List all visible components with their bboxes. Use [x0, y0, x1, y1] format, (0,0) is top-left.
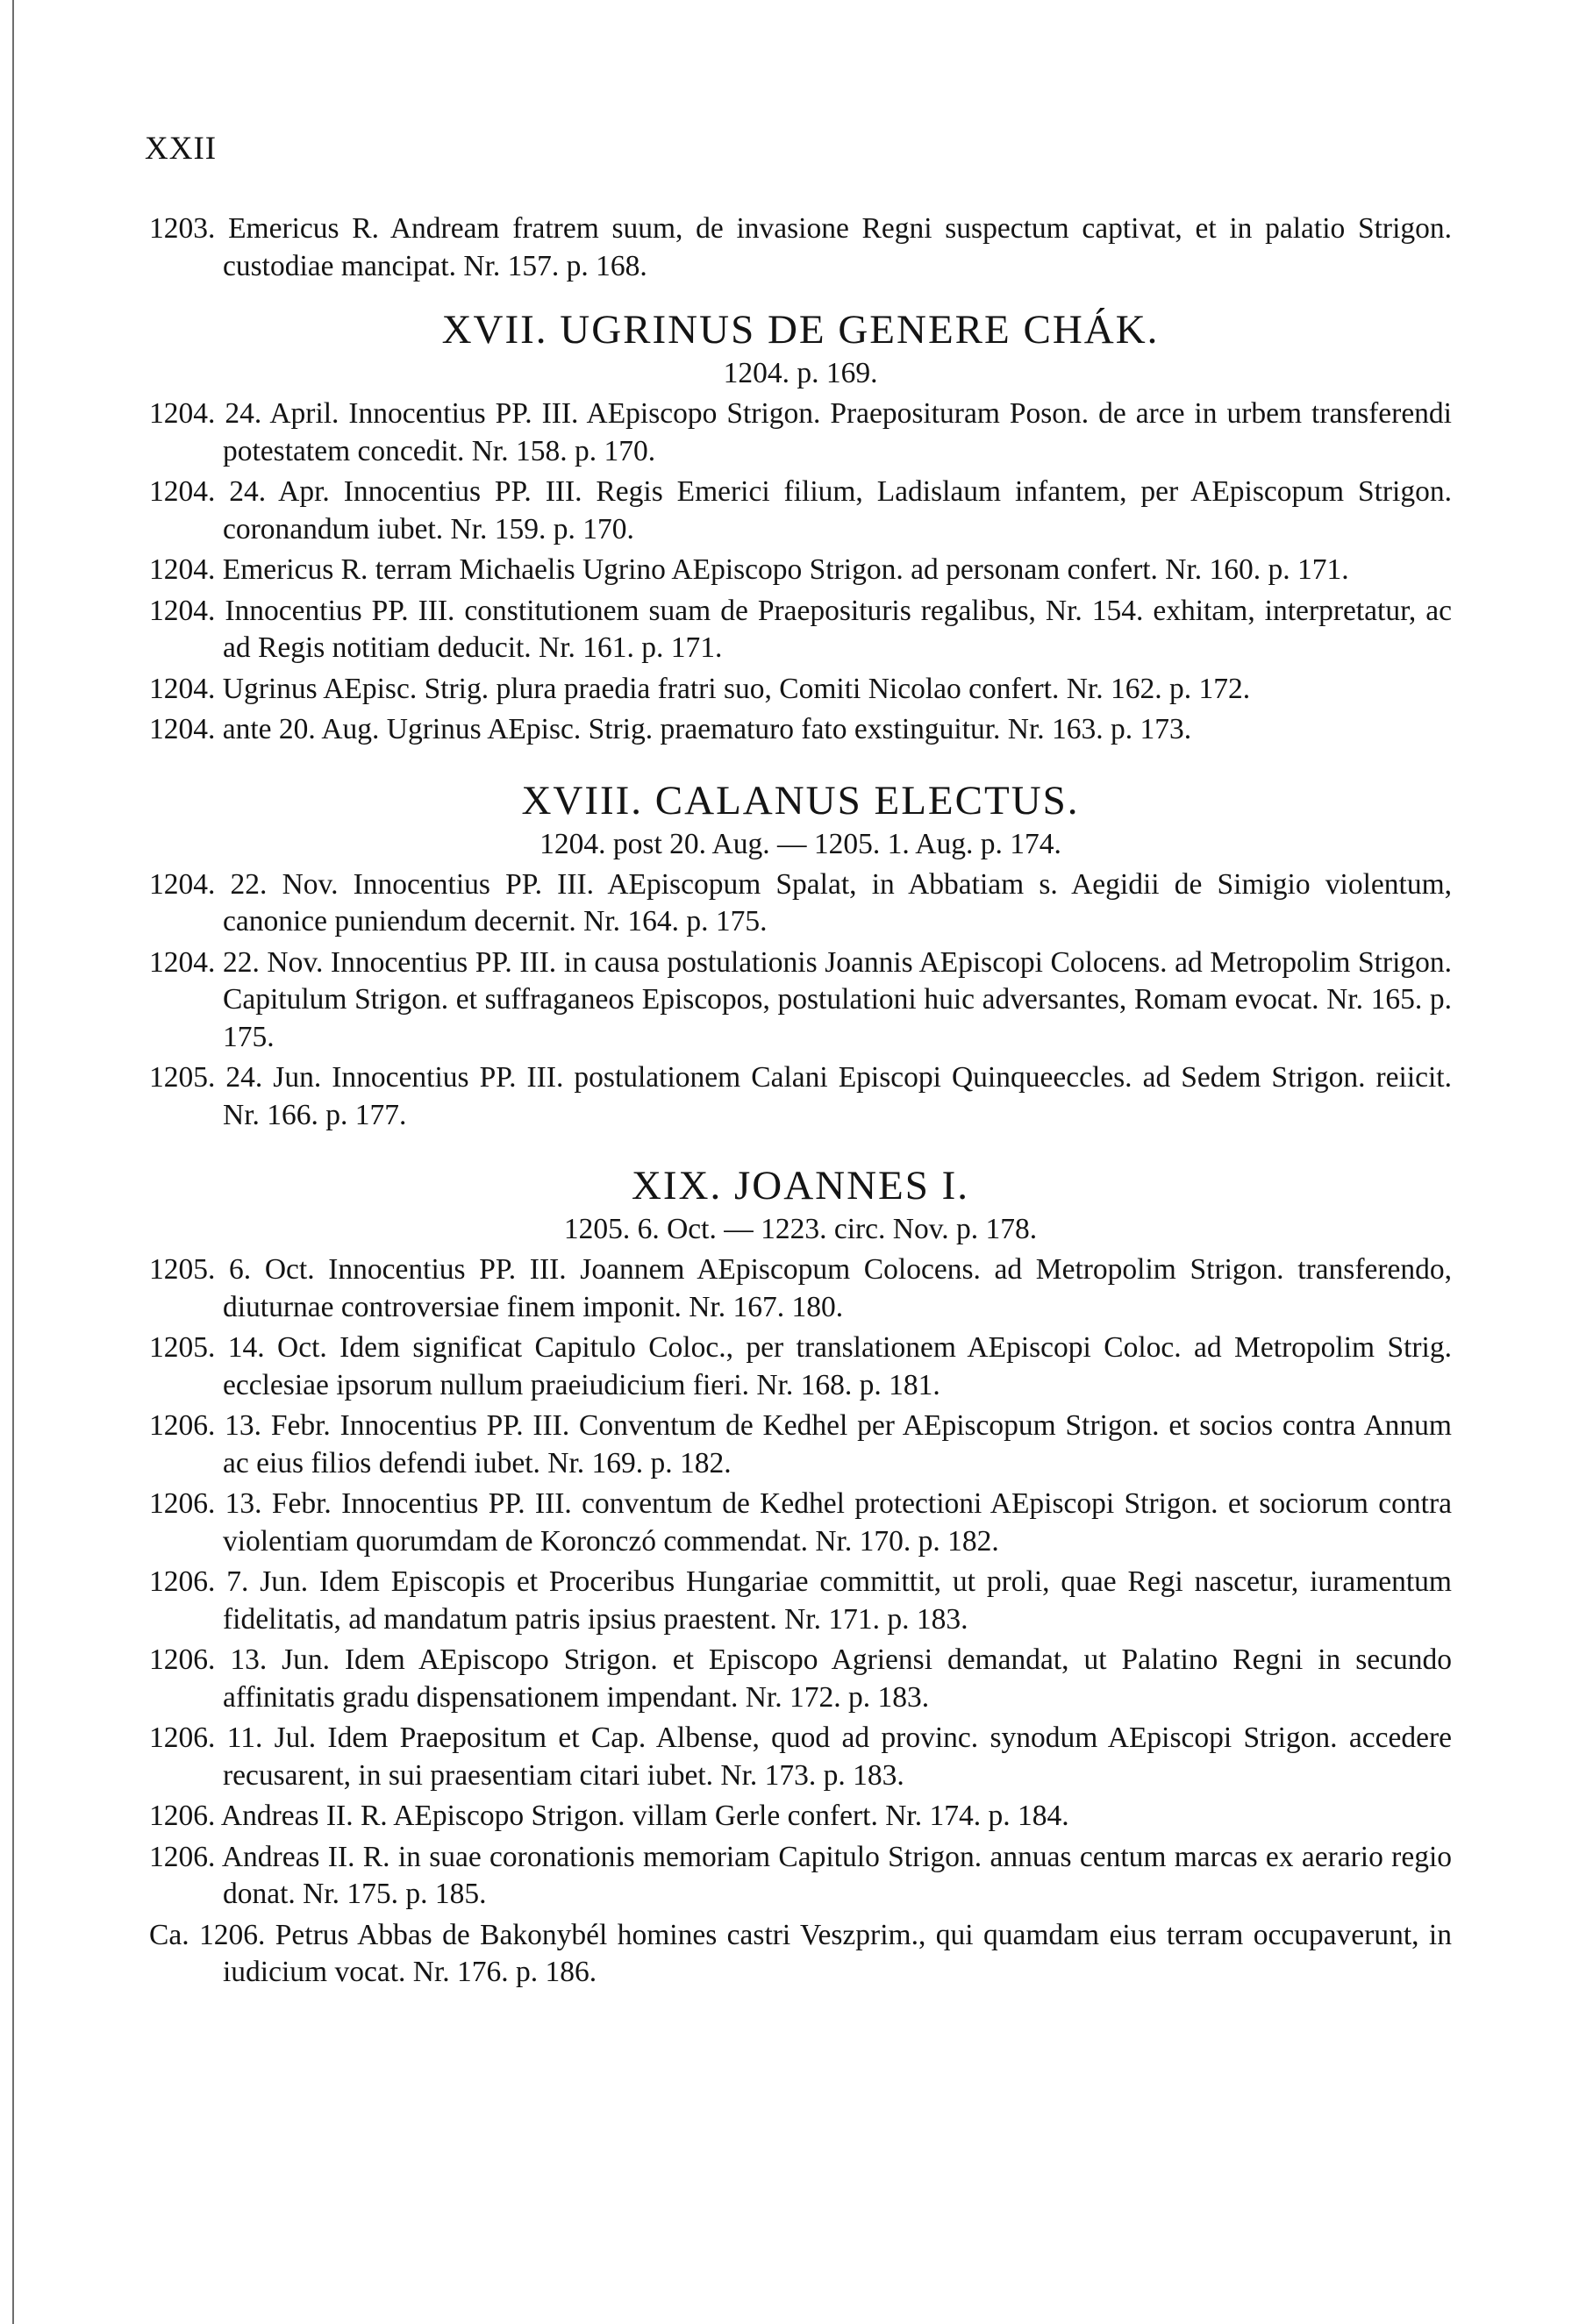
section-heading: XVIII. CALANUS ELECTUS. — [521, 777, 1080, 823]
regesta-entry: 1206. 13. Febr. Innocentius PP. III. conventum de Kedhel protectioni AEpiscopi Strigon. et sociorum contra violentiam quorumdam de Koronczó commendat. Nr. 170. p. 182. — [149, 1487, 1452, 1558]
section-date-range: 1205. 6. Oct. — 1223. circ. Nov. p. 178. — [563, 1213, 1038, 1245]
regesta-entry: 1206. 13. Febr. Innocentius PP. III. Conventum de Kedhel per AEpiscopum Strigon. et socios contra Annum ac eius filios defendi iubet. Nr. 169. p. 182. — [149, 1409, 1452, 1479]
regesta-entry: 1206. 11. Jul. Idem Praepositum et Cap. Albense, quod ad provinc. synodum AEpiscopi Strigon. accedere recusarent, in sui praesentiam citari iubet. Nr. 173. p. 183. — [149, 1722, 1452, 1792]
regesta-list — [149, 210, 1452, 1995]
page-number: XXII — [145, 131, 218, 167]
regesta-entry: 1204. Innocentius PP. III. constitutionem suam de Praeposituris regalibus, Nr. 154. exhitam, interpretatur, ac ad Regis notitiam deducit. Nr. 161. p. 171. — [149, 594, 1452, 664]
regesta-entry: 1204. 24. April. Innocentius PP. III. AEpiscopo Strigon. Praeposituram Poson. de arce in urbem transferendi potestatem concedit. Nr. 158. p. 170. — [149, 397, 1452, 467]
regesta-entry: 1206. Andreas II. R. in suae coronationis memoriam Capitulo Strigon. annuas centum marcas ex aerario regio donat. Nr. 175. p. 185. — [149, 1840, 1452, 1910]
section-heading: XIX. JOANNES I. — [631, 1163, 970, 1208]
regesta-entry: 1204. 24. Apr. Innocentius PP. III. Regis Emerici filium, Ladislaum infantem, per AEpiscopum Strigon. coronandum iubet. Nr. 159. p. 170. — [149, 475, 1452, 545]
regesta-entry: 1203. Emericus R. Andream fratrem suum, de invasione Regni suspectum captivat, et in palatio Strigon. custodiae mancipat. Nr. 157. p. 168. — [149, 212, 1452, 282]
regesta-entry: Ca. 1206. Petrus Abbas de Bakonybél homines castri Veszprim., qui quamdam eius terram occupaverunt, in iudicium vocat. Nr. 176. p. 186. — [149, 1918, 1452, 1988]
section-heading: XVII. UGRINUS DE GENERE CHÁK. — [441, 307, 1160, 353]
scan-edge-line — [12, 0, 14, 2324]
regesta-entry: 1205. 24. Jun. Innocentius PP. III. postulationem Calani Episcopi Quinqueeccles. ad Sedem Strigon. reiicit. Nr. 166. p. 177. — [149, 1061, 1452, 1131]
regesta-entry: 1205. 14. Oct. Idem significat Capitulo Coloc., per translationem AEpiscopi Coloc. ad Metropolim Strig. ecclesiae ipsorum nullum praeiudicium fieri. Nr. 168. p. 181. — [149, 1331, 1452, 1401]
section-date-range: 1204. p. 169. — [723, 357, 878, 389]
regesta-entry: 1206. 13. Jun. Idem AEpiscopo Strigon. et Episcopo Agriensi demandat, ut Palatino Regni in secundo affinitatis gradu dispensationem impendant. Nr. 172. p. 183. — [149, 1643, 1452, 1714]
regesta-entry: 1204. 22. Nov. Innocentius PP. III. in causa postulationis Joannis AEpiscopi Colocens. ad Metropolim Strigon. Capitulum Strigon. et suffraganeos Episcopos, postulationi huic adversantes, Romam evocat. Nr. 165. p. 175. — [149, 945, 1452, 1053]
regesta-entry: 1204. Ugrinus AEpisc. Strig. plura praedia fratri suo, Comiti Nicolao confert. Nr. 162. p. 172. — [149, 672, 1251, 705]
section-date-range: 1204. post 20. Aug. — 1205. 1. Aug. p. 174. — [539, 827, 1061, 860]
regesta-entry: 1206. 7. Jun. Idem Episcopis et Proceribus Hungariae committit, ut proli, quae Regi nascetur, iuramentum fidelitatis, ad mandatum patris ipsius praestent. Nr. 171. p. 183. — [149, 1565, 1452, 1636]
regesta-entry: 1204. ante 20. Aug. Ugrinus AEpisc. Strig. praematuro fato exstinguitur. Nr. 163. p. 173. — [149, 713, 1192, 745]
regesta-entry: 1206. Andreas II. R. AEpiscopo Strigon. villam Gerle confert. Nr. 174. p. 184. — [149, 1800, 1069, 1832]
regesta-entry: 1204. 22. Nov. Innocentius PP. III. AEpiscopum Spalat, in Abbatiam s. Aegidii de Simigio violentum, canonice puniendum decernit. Nr. 164. p. 175. — [149, 867, 1452, 937]
regesta-entry: 1204. Emericus R. terram Michaelis Ugrino AEpiscopo Strigon. ad personam confert. Nr. 160. p. 171. — [149, 553, 1349, 586]
regesta-entry: 1205. 6. Oct. Innocentius PP. III. Joannem AEpiscopum Colocens. ad Metropolim Strigon. transferendo, diuturnae controversiae finem imponit. Nr. 167. 180. — [149, 1253, 1452, 1323]
